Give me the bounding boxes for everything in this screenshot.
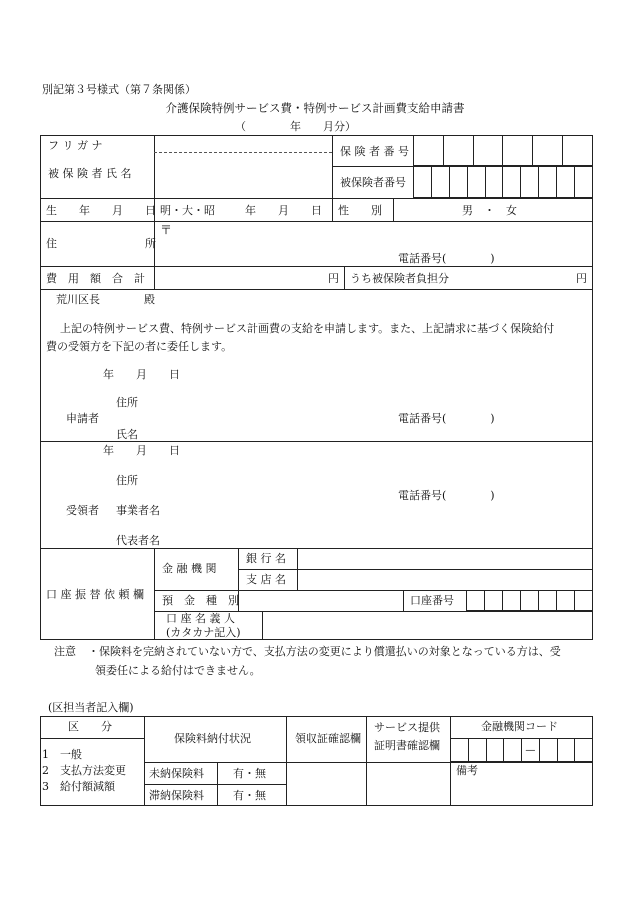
divider [40,266,593,267]
receiver-date[interactable]: 年 月 日 [103,444,180,457]
cost-total-yen: 円 [328,272,339,285]
bank-code-boxes[interactable] [450,738,593,762]
deposit-type-label: 預 金 種 別 [162,594,239,607]
divider [40,441,593,442]
address-label: 住 所 [46,237,156,250]
divider [40,289,593,290]
remarks-label: 備考 [456,764,478,777]
bank-code-dash: — [522,739,540,762]
postal-mark: 〒 [160,223,173,237]
category-option-2[interactable]: 2 支払方法変更 [42,764,126,777]
burden-yen: 円 [576,272,587,285]
divider [154,135,155,198]
category-header: 区 分 [68,720,112,733]
representative-label: 代表者名 [116,534,160,547]
divider [144,716,145,806]
target-year-month: （ 年 月分） [235,120,356,133]
divider [366,716,367,806]
furigana-line [154,152,332,153]
note-line2: 領委任による給付はできません。 [95,664,261,677]
receiver-phone[interactable]: 電話番号( ) [398,489,495,502]
addressee: 荒川区長 殿 [56,293,155,306]
divider [286,716,287,806]
account-number-label: 口座番号 [410,594,454,607]
service-cert-header-1: サービス提供 [374,721,440,734]
sex-label: 性 別 [338,204,382,217]
divider [144,784,286,785]
account-holder-katakana-label: (カタカナ記入) [166,626,241,639]
furigana-label: フ リ ガ ナ [48,139,103,152]
divider [403,590,404,611]
unpaid-yes-no[interactable]: 有・無 [233,767,266,780]
applicant-name-label: 氏名 [116,428,138,441]
branch-name-label: 支 店 名 [246,573,286,586]
office-section-title: (区担当者記入欄) [48,701,134,714]
divider [344,266,345,289]
divider [40,738,144,739]
divider [40,198,593,199]
divider [238,569,593,570]
receiver-label: 受領者 [66,504,99,517]
receipt-check-header: 領収証確認欄 [295,732,361,745]
note-line1: ・保険料を完納されていない方で、支払方法の変更により償還払いの対象となっている方は、受 [88,645,561,658]
cost-total-label: 費 用 額 合 計 [46,272,145,285]
birth-ymd: 年 月 日 [245,204,322,217]
overdue-premium-label: 滞納保険料 [149,789,204,802]
account-number-boxes[interactable] [466,590,593,611]
divider [393,198,394,221]
divider [154,548,155,640]
burden-label: うち被保険者負担分 [350,272,449,285]
financial-institution-label: 金 融 機 関 [162,562,217,575]
applicant-phone[interactable]: 電話番号( ) [398,412,495,425]
overdue-yes-no[interactable]: 有・無 [233,789,266,802]
divider [40,221,593,222]
payment-status-header: 保険料納付状況 [174,732,251,745]
divider [40,548,593,549]
divider [262,611,263,640]
company-name-label: 事業者名 [116,504,160,517]
applicant-address-label: 住所 [116,396,138,409]
note-label: 注意 [54,645,76,658]
form-title: 介護保険特例サービス費・特例サービス計画費支給申請書 [165,101,465,115]
divider [144,762,286,763]
application-date[interactable]: 年 月 日 [103,368,180,381]
birth-date-label: 生 年 月 日 [46,204,156,217]
sex-options[interactable]: 男 ・ 女 [462,204,517,217]
insurer-number-boxes[interactable] [413,135,593,166]
insured-name-label: 被 保 険 者 氏 名 [48,167,132,180]
account-holder-label: 口 座 名 義 人 [166,612,235,625]
category-option-3[interactable]: 3 給付額減額 [42,780,115,793]
transfer-request-label: 口 座 振 替 依 頼 欄 [46,588,144,601]
application-body-line1: 上記の特例サービス費、特例サービス計画費の支給を申請します。また、上記請求に基づく保険給付 [60,322,555,335]
unpaid-premium-label: 未納保険料 [149,767,204,780]
name-input-area[interactable] [40,135,154,198]
application-body-line2: 費の受領方を下記の者に委任します。 [46,340,233,353]
divider [286,762,593,763]
bank-name-label: 銀 行 名 [246,552,286,565]
divider [332,198,333,221]
address-phone[interactable]: 電話番号( ) [398,252,495,265]
insured-number-label: 被保険者番号 [340,176,406,189]
divider [217,762,218,806]
insurer-number-label: 保 険 者 番 号 [340,145,409,158]
era-options[interactable]: 明・大・昭 [160,204,215,217]
insured-number-boxes[interactable] [413,166,593,198]
divider [154,266,155,289]
bank-code-header: 金融機関コード [481,720,558,733]
applicant-label: 申請者 [66,412,99,425]
category-option-1[interactable]: 1 一般 [42,748,82,761]
receiver-address-label: 住所 [116,474,138,487]
service-cert-header-2: 証明書確認欄 [374,739,440,752]
form-number: 別記第３号様式（第７条関係） [42,83,196,96]
